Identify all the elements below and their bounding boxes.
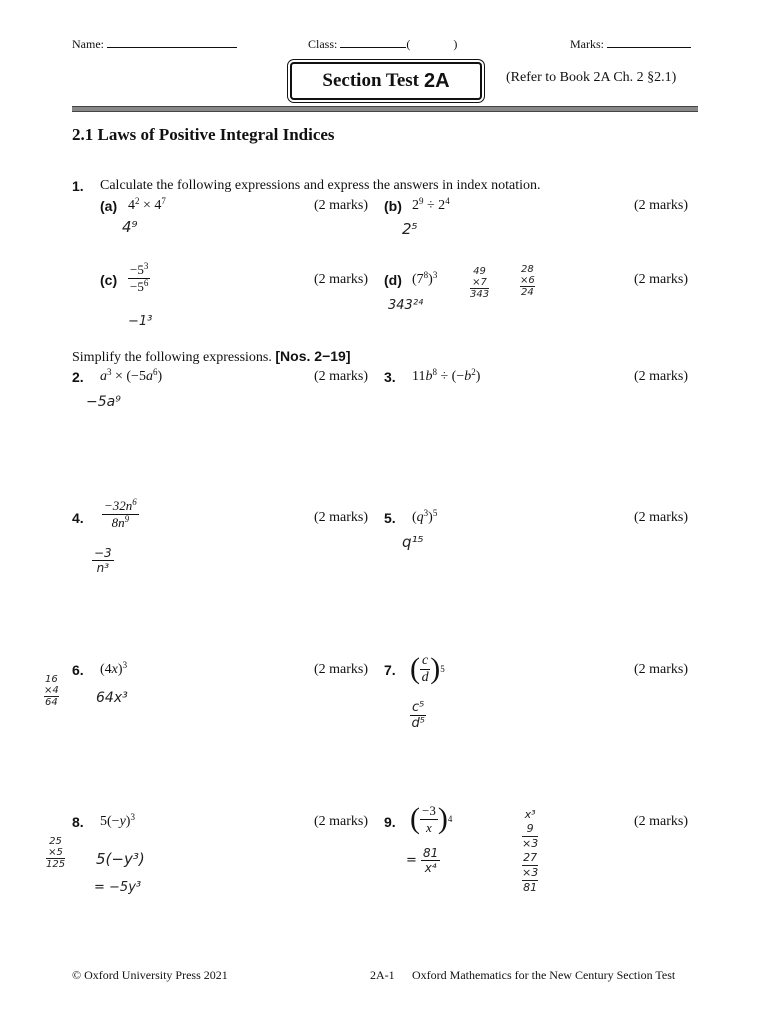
q3-number: 3. xyxy=(384,369,396,385)
q1c-answer: −1³ xyxy=(128,314,153,329)
q9-working: x³ 9 ×3 27 ×3 81 xyxy=(522,808,539,894)
q7-answer-num: c⁵ xyxy=(412,700,425,715)
name-line xyxy=(107,35,237,48)
q3-marks: (2 marks) xyxy=(634,369,689,384)
q7-answer xyxy=(410,700,426,731)
q1c-marks: (2 marks) xyxy=(314,272,369,287)
q3-expression: $11b^8 \div (-b^2)$ xyxy=(412,367,481,384)
q9-answer xyxy=(406,846,440,875)
marks-field[interactable] xyxy=(570,35,691,52)
class-label: Class: xyxy=(308,37,338,51)
q1-text: Calculate the following expressions and express the answers in index notation. xyxy=(100,178,541,193)
q2-number: 2. xyxy=(72,369,84,385)
q5-answer: q¹⁵ xyxy=(402,533,424,551)
simplify-range: [Nos. 2−19] xyxy=(275,348,351,364)
class-field[interactable] xyxy=(308,35,457,52)
q2-expression: $a^3 \times (-5a^6)$ xyxy=(100,367,163,384)
q1b-answer: 2⁵ xyxy=(402,220,418,238)
class-line xyxy=(340,35,406,48)
footer-page-number: 2A-1 xyxy=(370,968,395,982)
section-title-box xyxy=(290,62,482,100)
q1d-marks: (2 marks) xyxy=(634,272,689,287)
q8-answer-line1: 5(−y³) xyxy=(96,850,145,868)
section-title-suffix: 2A xyxy=(424,69,450,92)
q5-number: 5. xyxy=(384,510,396,526)
header-rule xyxy=(72,106,698,112)
section-heading: 2.1 Laws of Positive Integral Indices xyxy=(72,125,335,144)
q4-marks: (2 marks) xyxy=(314,510,369,525)
q5-expression: $(q^3)^5$ xyxy=(412,508,438,525)
q1d-working-1: 49 ×7 343 xyxy=(470,266,490,300)
q4-number: 4. xyxy=(72,510,84,526)
section-title: Section Test xyxy=(322,70,420,91)
q7-answer-den: d⁵ xyxy=(411,716,425,731)
q6-expression: $(4x)^3$ xyxy=(100,660,128,677)
q1c-expression: $\frac{-5^3}{-5^6}$ xyxy=(130,261,149,294)
q1d-answer: 343²⁴ xyxy=(388,298,424,313)
q2-marks: (2 marks) xyxy=(314,369,369,384)
q8-number: 8. xyxy=(72,814,84,830)
q1-number: 1. xyxy=(72,178,84,194)
q6-working: 16 ×4 64 xyxy=(44,674,59,708)
marks-label: Marks: xyxy=(570,37,604,51)
q6-marks: (2 marks) xyxy=(314,662,369,677)
book-reference: (Refer to Book 2A Ch. 2 §2.1) xyxy=(506,70,677,85)
q1b-expression: $2^9 \div 2^4$ xyxy=(412,196,450,213)
simplify-text: Simplify the following expressions. xyxy=(72,350,272,365)
q6-number: 6. xyxy=(72,662,84,678)
q1d-working-2: 28 ×6 24 xyxy=(520,264,535,298)
q9-answer-num: 81 xyxy=(423,846,439,860)
q7-marks: (2 marks) xyxy=(634,662,689,677)
q6-answer: 64x³ xyxy=(96,690,128,706)
q1d-expression: $(7^8)^3$ xyxy=(412,270,438,287)
q8-expression: $5(-y)^3$ xyxy=(100,812,135,829)
q2-answer: −5a⁹ xyxy=(86,394,121,410)
q1a-marks: (2 marks) xyxy=(314,198,369,213)
q7-expression: ( $\frac{c}{d}$ ) 5 xyxy=(410,652,445,685)
q5-marks: (2 marks) xyxy=(634,510,689,525)
q9-expression: ( $\frac{-3}{x}$ ) 4 xyxy=(410,802,453,835)
q4-answer-den: n³ xyxy=(96,561,110,575)
q9-answer-den: x⁴ xyxy=(424,861,437,875)
class-paren-open: ( xyxy=(406,37,411,51)
q9-marks: (2 marks) xyxy=(634,814,689,829)
name-field[interactable] xyxy=(72,35,237,52)
q9-answer-equals: = xyxy=(406,853,422,868)
q1a-label: (a) xyxy=(100,198,118,214)
q4-expression: $\frac{-32n^6}{8n^9}$ xyxy=(104,497,137,530)
q8-working: 25 ×5 125 xyxy=(46,836,66,870)
simplify-instruction xyxy=(72,348,350,366)
q1a-expression: $4^2 \times 4^7$ xyxy=(128,196,166,213)
q1c-label: (c) xyxy=(100,272,118,288)
q1b-marks: (2 marks) xyxy=(634,198,689,213)
class-paren-close: ) xyxy=(453,37,458,51)
q9-number: 9. xyxy=(384,814,396,830)
q4-answer xyxy=(92,546,114,575)
q7-number: 7. xyxy=(384,662,396,678)
q1b-label: (b) xyxy=(384,198,402,214)
name-label: Name: xyxy=(72,37,104,51)
q8-answer-line2: = −5y³ xyxy=(94,880,142,895)
q1a-answer: 4⁹ xyxy=(122,218,138,236)
q4-answer-num: −3 xyxy=(94,546,112,560)
footer-book-title: Oxford Mathematics for the New Century Section Test xyxy=(412,968,676,982)
q1d-label: (d) xyxy=(384,272,402,288)
q8-marks: (2 marks) xyxy=(314,814,369,829)
footer-copyright: © Oxford University Press 2021 xyxy=(72,968,228,982)
marks-line xyxy=(607,35,691,48)
